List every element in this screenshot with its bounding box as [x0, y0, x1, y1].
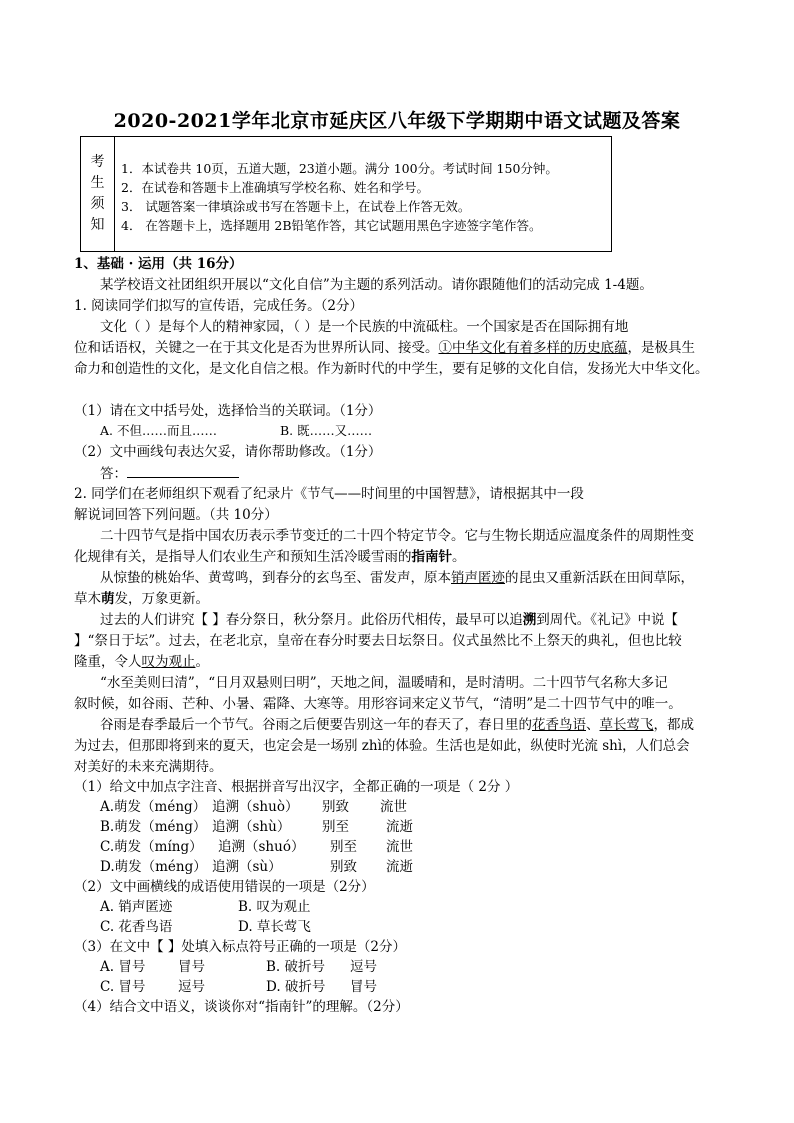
- notice-label-char: 须: [90, 196, 105, 212]
- underlined-sentence: ①中华文化有着多样的历史底蕴: [438, 340, 628, 356]
- page-title: 2020-2021学年北京市延庆区八年级下学期期中语文试题及答案: [113, 110, 681, 132]
- underlined-idiom: 花香鸟语: [532, 717, 586, 733]
- sub2-option-a: A. 销声匿迹: [100, 899, 173, 915]
- q2-passage-line: 为过去，但那即将到来的夏天，也定会是一场别 zhì的体验。生活也是如此，纵使时光流 shì，人们总会: [74, 738, 690, 754]
- q2-sub2: （2）文中画横线的成语使用错误的一项是（2分）: [74, 879, 375, 895]
- underlined-idiom: 叹为观止: [141, 654, 196, 670]
- q2-passage-line: 谷雨是春季最后一个节气。谷雨之后便要告别这一年的春天了，春日里的花香鸟语、草长莺飞，都成: [100, 717, 694, 733]
- q2-passage-line: 过去的人们讲究【 】春分祭日，秋分祭月。此俗历代相传，最早可以追溯到周代。《礼记》中说【: [100, 612, 679, 628]
- q2-sub1: （1）给文中加点字注音、根据拼音写出汉字，全都正确的一项是（ 2分 ）: [74, 779, 519, 795]
- sub1-option-b-col1: B.萌发（méng）: [100, 819, 207, 835]
- sub1-option-c-col4: 流世: [386, 839, 413, 855]
- answer-line: 答：: [100, 463, 239, 484]
- sub1-option-d-col1: D.萌发（méng）: [100, 859, 207, 875]
- question-1-stem: 1. 阅读同学们拟写的宣传语，完成任务。（2分）: [74, 298, 364, 314]
- section-heading: 1、基础 · 运用（共 16分）: [74, 256, 243, 272]
- sub1-option-b-col4: 流逝: [386, 819, 413, 835]
- q1-sub1: （1）请在文中括号处，选择恰当的关联词。（1分）: [74, 403, 382, 419]
- q2-passage-line: 化规律有关，是指导人们农业生产和预知生活冷暖雪雨的指南针。: [74, 549, 466, 565]
- sub3-option-d: D. 破折号: [266, 979, 326, 995]
- sub1-option-d-col3: 别致: [330, 859, 357, 875]
- sub1-option-b-col3: 别至: [322, 819, 349, 835]
- sub3-option-a-second: 冒号: [178, 959, 205, 975]
- notice-item: 4． 在答题卡上，选择题用 2B铅笔作答，其它试题用黑色字迹签字笔作答。: [121, 218, 542, 233]
- sub3-option-d-second: 冒号: [350, 979, 377, 995]
- sub3-option-b-second: 逗号: [350, 959, 377, 975]
- sub1-option-a-col3: 别致: [322, 799, 349, 815]
- underlined-idiom: 销声匿迹: [451, 570, 505, 586]
- bold-term: 指南针: [411, 549, 452, 565]
- sub3-option-a: A. 冒号: [100, 959, 146, 975]
- sub2-option-c: C. 花香鸟语: [100, 919, 173, 935]
- dotted-char: 萌: [101, 591, 115, 607]
- q1-passage-line: 命力和创造性的文化，是文化自信之根。作为新时代的中学生，要有足够的文化自信，发扬光大中华文化。: [74, 361, 709, 377]
- sub1-option-d-col4: 流逝: [386, 859, 413, 875]
- notice-label-char: 知: [90, 217, 105, 233]
- notice-label: [81, 137, 115, 251]
- notice-item: 2．在试卷和答题卡上准确填写学校名称、姓名和学号。: [121, 180, 429, 195]
- q2-sub4: （4）结合文中语义，谈谈你对“指南针”的理解。（2分）: [74, 999, 409, 1015]
- q2-passage-line: 草木萌发，万象更新。: [74, 591, 209, 607]
- question-2-stem: 2. 同学们在老师组织下观看了纪录片《节气——时间里的中国智慧》，请根据其中一段: [74, 486, 584, 502]
- sub1-option-b-col2: 追溯（shù）: [212, 819, 291, 835]
- q2-passage-line: 隆重，令人叹为观止。: [74, 654, 209, 670]
- notice-label-char: 考: [90, 154, 105, 170]
- underlined-idiom: 草长莺飞: [599, 717, 654, 733]
- sub1-option-a-col1: A.萌发（méng）: [100, 799, 207, 815]
- notice-item: 1．本试卷共 10页，五道大题，23道小题。满分 100分。考试时间 150分钟。: [121, 161, 558, 176]
- exam-notice-box: [80, 136, 612, 252]
- q1-passage-line: 文化（ ）是每个人的精神家园，（ ）是一个民族的中流砥柱。一个国家是否在国际拥有地: [100, 319, 629, 335]
- sub1-option-c-col2: 追溯（shuó）: [218, 839, 305, 855]
- q2-sub3: （3）在文中【 】处填入标点符号正确的一项是（2分）: [74, 939, 406, 955]
- section-intro: 某学校语文社团组织开展以“文化自信”为主题的系列活动。请你跟随他们的活动完成 1-4题。: [100, 277, 653, 293]
- q2-passage-line: 二十四节气是指中国农历表示季节变迁的二十四个特定节令。它与生物长期适应温度条件的周期性变: [100, 528, 694, 544]
- q1-sub1-option-b: B. 既……又……: [280, 423, 373, 438]
- sub1-option-a-col4: 流世: [380, 799, 407, 815]
- notice-label-char: 生: [90, 175, 105, 191]
- sub1-option-c-col3: 别至: [330, 839, 357, 855]
- q1-sub2: （2）文中画线句表达欠妥，请你帮助修改。（1分）: [74, 444, 382, 460]
- question-2-stem: 解说词回答下列问题。（共 10分）: [74, 507, 278, 523]
- sub1-option-d-col2: 追溯（sù）: [212, 859, 282, 875]
- answer-blank[interactable]: [127, 463, 239, 478]
- q2-passage-line: 叙时候，如谷雨、芒种、小暑、霜降、大寒等。用形容词来定义节气，“清明”是二十四节气中的唯一。: [74, 696, 682, 712]
- sub3-option-c-second: 逗号: [178, 979, 205, 995]
- q2-passage-line: “水至美则曰清”，“日月双悬则曰明”，天地之间，温暖晴和，是时清明。二十四节气名称大多记: [100, 675, 668, 691]
- q2-passage-line: 】“祭日于坛”。过去，在老北京，皇帝在春分时要去日坛祭日。仪式虽然比不上祭天的典礼，但也比较: [74, 633, 682, 649]
- q1-passage-line: 位和话语权，关键之一在于其文化是否为世界所认同、接受。①中华文化有着多样的历史底蕴，是极具生: [74, 340, 695, 356]
- q2-passage-line: 对美好的未来充满期待。: [74, 759, 223, 775]
- sub1-option-c-col1: C.萌发（míng）: [100, 839, 203, 855]
- dotted-char: 溯: [522, 612, 537, 628]
- q1-sub1-option-a: A. 不但……而且……: [100, 423, 217, 438]
- sub1-option-a-col2: 追溯（shuò）: [212, 799, 299, 815]
- q2-passage-line: 从惊蛰的桃始华、黄莺鸣，到春分的玄鸟至、雷发声，原本销声匿迹的昆虫又重新活跃在田间草际，: [100, 570, 694, 586]
- sub3-option-b: B. 破折号: [266, 959, 326, 975]
- notice-item: 3． 试题答案一律填涂或书写在答题卡上，在试卷上作答无效。: [121, 199, 471, 214]
- sub3-option-c: C. 冒号: [100, 979, 146, 995]
- notice-items: [121, 159, 558, 235]
- sub2-option-d: D. 草长莺飞: [238, 919, 311, 935]
- sub2-option-b: B. 叹为观止: [238, 899, 311, 915]
